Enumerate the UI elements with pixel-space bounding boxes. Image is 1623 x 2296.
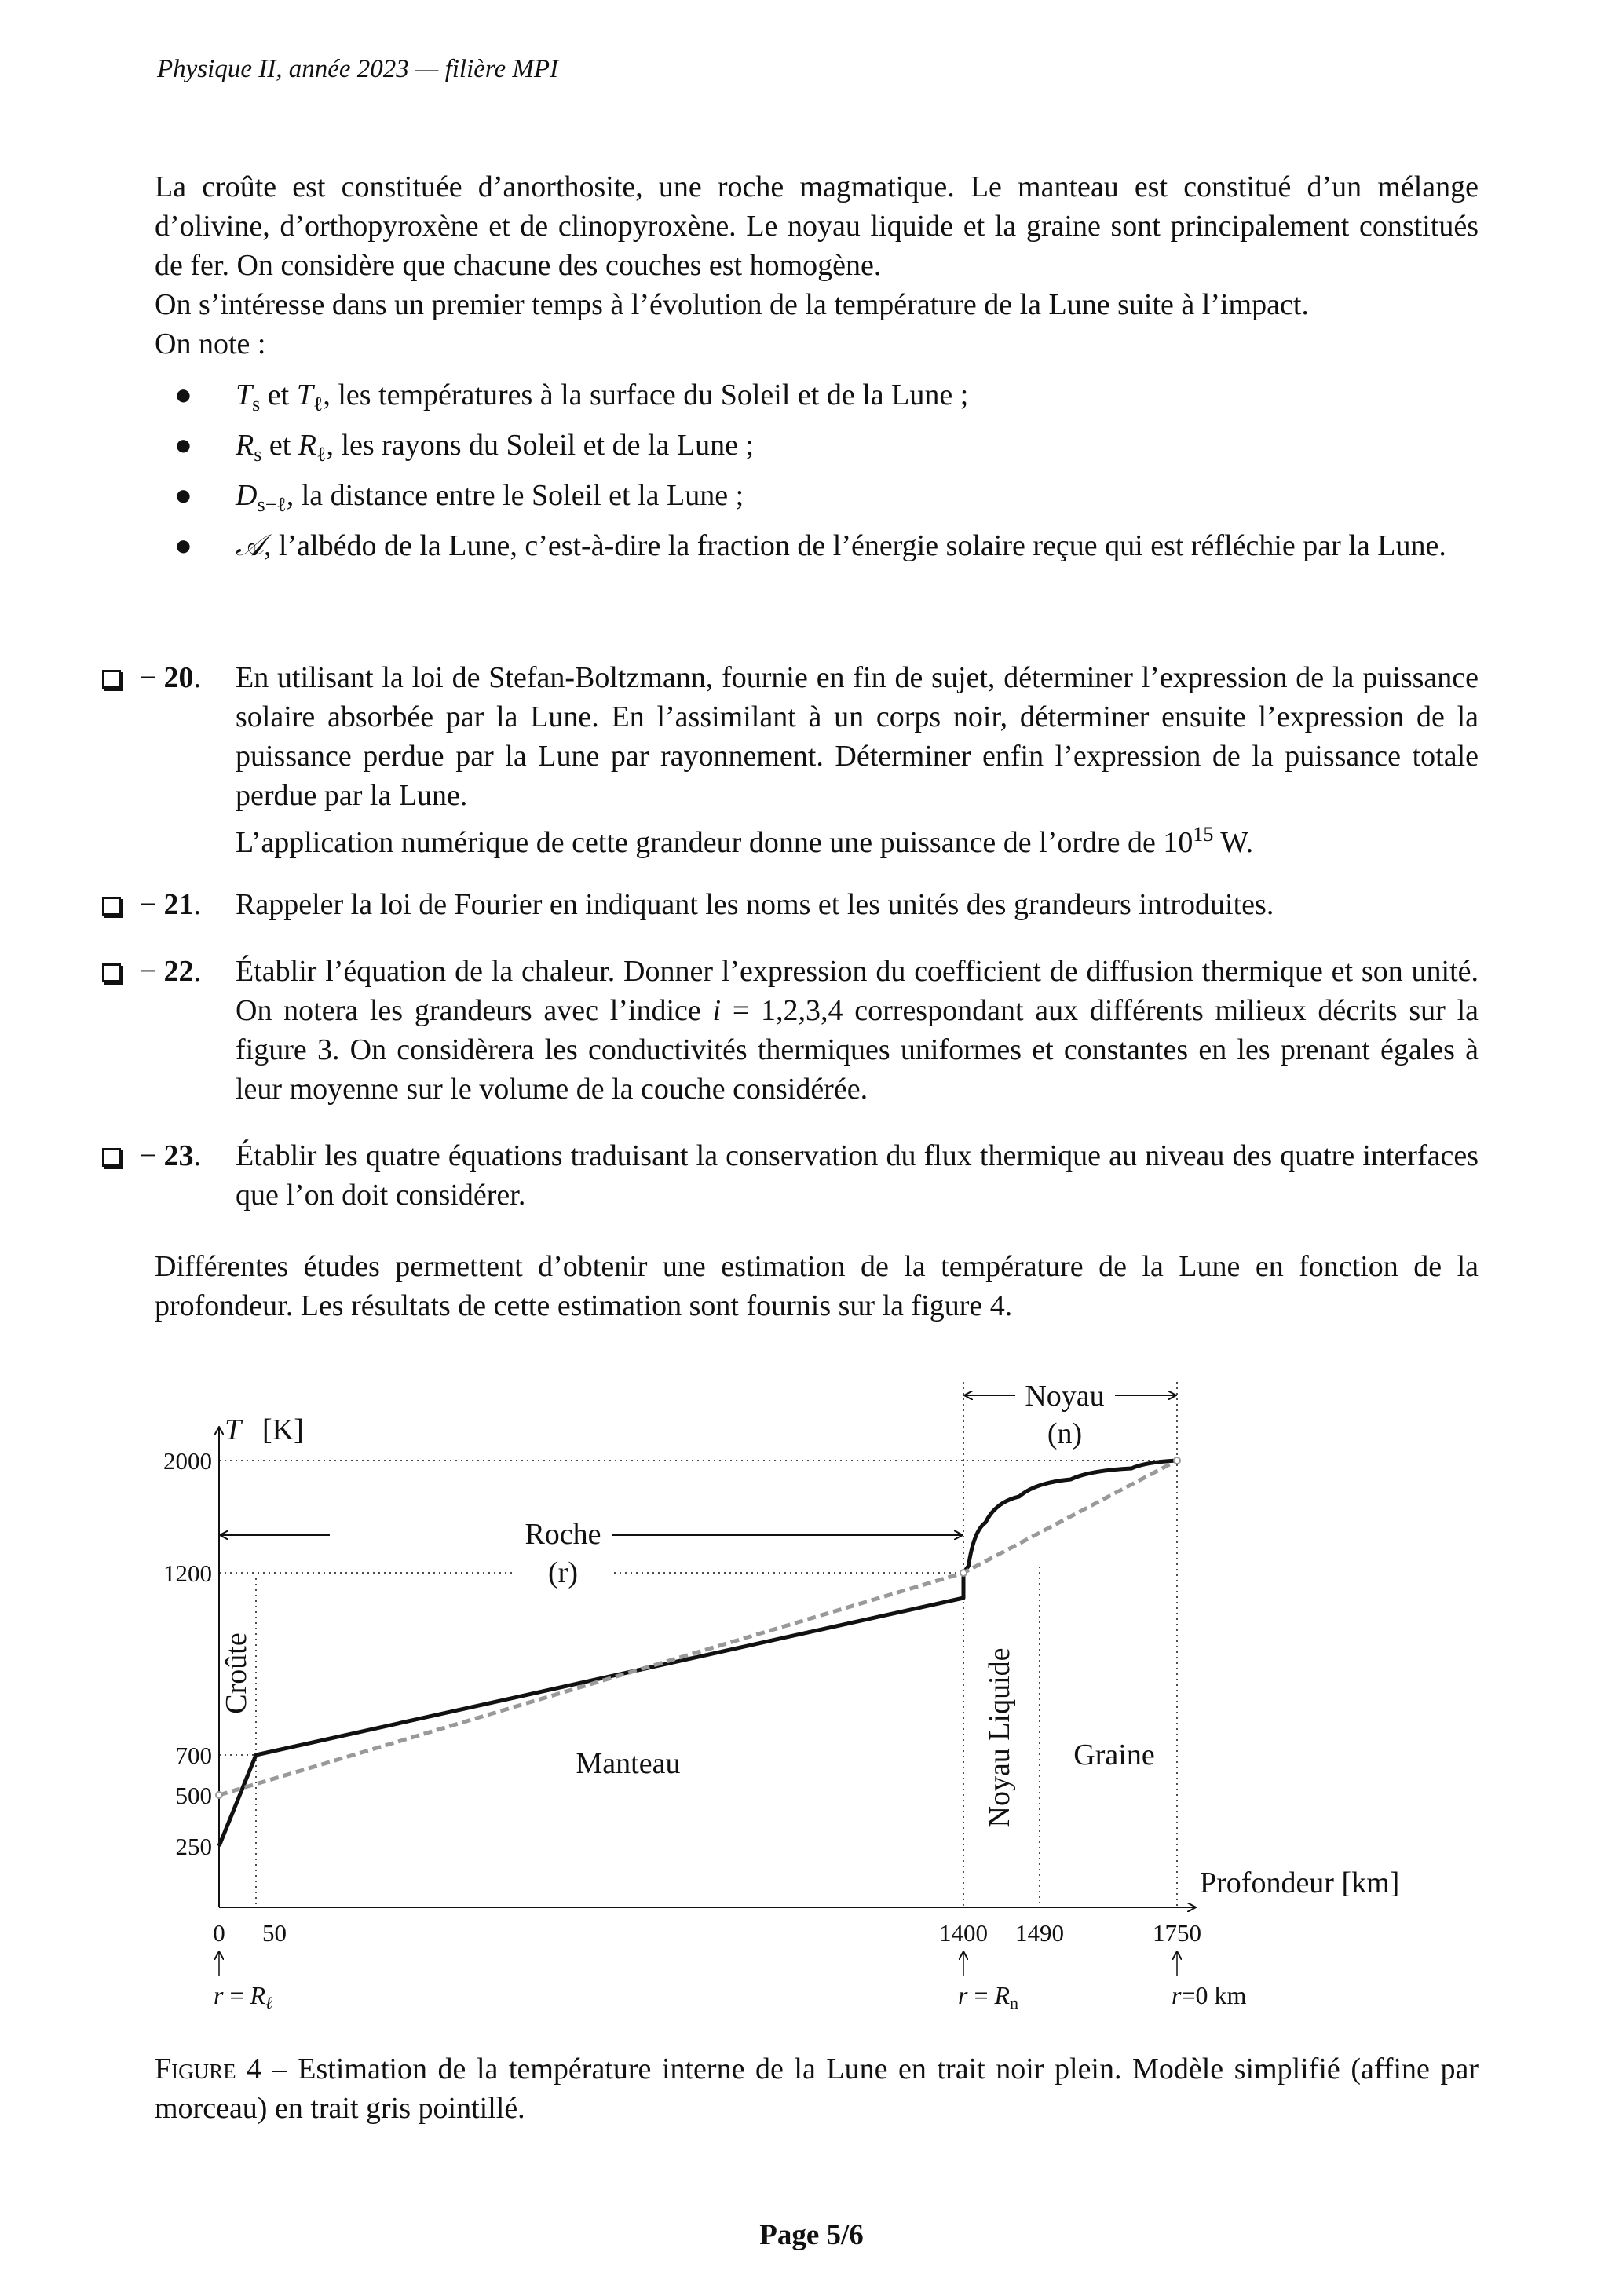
subscript: s−ℓ xyxy=(257,493,287,516)
paragraph-after: Différentes études permettent d’obtenir une estimation de la température de la Lune en fonction de la profondeur. Les résultats de cette estimation sont fournis sur la figure 4. xyxy=(155,1250,1479,1322)
model-point xyxy=(1174,1457,1180,1464)
text: = 1,2,3,4 correspondant aux différents milieux décrits sur la figure 3. On considèrera les conductivités thermiques uniformes et constantes en les prenant égales à leur moyenne sur le volume de la couche considérée. xyxy=(236,994,1479,1106)
text: et xyxy=(260,378,297,411)
dash: − xyxy=(132,955,164,988)
region-noyau-symbol: (n) xyxy=(1047,1417,1083,1450)
intro-paragraph-3: On note : xyxy=(155,327,266,360)
model-point xyxy=(960,1570,967,1576)
bullet-icon: ● xyxy=(174,529,192,562)
page-number: Page 5/6 xyxy=(759,2219,864,2251)
model-point xyxy=(216,1792,222,1798)
intro-paragraph-1: La croûte est constituée d’anorthosite, une roche magmatique. Le manteau est constitué d’un mélange d’olivine, d’orthopyroxène et de clinopyroxène. Le noyau liquide et la graine sont principalement constitués de fer. On considère que chacune des couches est homogène. xyxy=(155,170,1479,282)
text: W. xyxy=(1213,826,1254,859)
region-noyau-liquide: Noyau Liquide xyxy=(983,1647,1016,1828)
region-noyau: Noyau xyxy=(1025,1380,1105,1413)
subscript: s xyxy=(252,393,261,415)
figure-caption xyxy=(155,2049,1479,2128)
text: , la distance entre le Soleil et la Lune ; xyxy=(286,479,744,512)
y-tick-label: 2000 xyxy=(163,1447,212,1475)
bullet-icon: ● xyxy=(174,429,192,462)
text: Établir l’équation de la chaleur. Donner l’expression du coefficient de diffusion thermique et son unité. On notera les grandeurs avec l’indice xyxy=(236,955,1479,1027)
y-tick-label: 1200 xyxy=(163,1559,212,1587)
y-axis-label-unit: [K] xyxy=(262,1413,304,1446)
question-label: − 21. xyxy=(102,885,201,924)
dash: − xyxy=(132,661,164,694)
question-text: Établir les quatre équations traduisant la conservation du flux thermique au niveau des quatre interfaces que l’on doit considérer. xyxy=(236,1139,1479,1212)
question-label: − 20. xyxy=(102,658,201,697)
question-label: − 23. xyxy=(102,1136,201,1175)
svg-text:r = Rℓ: r = Rℓ xyxy=(214,1981,273,2013)
subscript: ℓ xyxy=(316,443,327,466)
x-tick-label: 1490 xyxy=(1015,1919,1064,1947)
question-text: En utilisant la loi de Stefan-Boltzmann, fournie en fin de sujet, déterminer l’expression de la puissance solaire absorbée par la Lune. En l’assimilant à un corps noir, déterminer ensuite l’expression de la puissance perdue par la Lune par rayonnement. Déterminer enfin l’expression de la puissance totale perdue par la Lune. xyxy=(236,661,1479,812)
text: L’application numérique de cette grandeur donne une puissance de l’ordre de 10 xyxy=(236,826,1193,859)
dash: − xyxy=(132,888,164,921)
symbol: T xyxy=(236,378,253,411)
text: , l’albédo de la Lune, c’est-à-dire la fraction de l’énergie solaire reçue qui est réfléchie par la Lune. xyxy=(263,529,1446,562)
symbol: R xyxy=(298,429,316,462)
question-number: 21 xyxy=(163,888,194,921)
y-axis-label-symbol: T xyxy=(225,1413,242,1446)
bullet-icon: ● xyxy=(174,378,192,411)
x-tick-label: 0 xyxy=(213,1919,225,1947)
svg-text:r = Rn: r = Rn xyxy=(958,1981,1019,2013)
symbol: T xyxy=(296,378,313,411)
y-tick-label: 500 xyxy=(175,1782,212,1809)
y-tick-label: 250 xyxy=(175,1833,212,1860)
region-roche-symbol: (r) xyxy=(548,1556,578,1589)
question-number: 20 xyxy=(163,661,194,694)
x-tick-label: 1750 xyxy=(1153,1919,1201,1947)
text: et xyxy=(261,429,298,462)
region-roche: Roche xyxy=(525,1518,601,1551)
text: , les rayons du Soleil et de la Lune ; xyxy=(326,429,755,462)
caption-label: Figure 4 xyxy=(155,2053,262,2086)
marker-noyau xyxy=(958,1952,1018,2013)
x-tick-label: 1400 xyxy=(939,1919,988,1947)
region-croute: Croûte xyxy=(220,1632,253,1714)
text: , les températures à la surface du Soleil et de la Lune ; xyxy=(323,378,969,411)
dash: − xyxy=(132,1139,164,1172)
y-tick-label: 700 xyxy=(175,1742,212,1769)
symbol: i xyxy=(712,994,722,1027)
symbol: R xyxy=(236,429,254,462)
intro-paragraph-2: On s’intéresse dans un premier temps à l’évolution de la température de la Lune suite à l’impact. xyxy=(155,288,1309,321)
caption-text: – Estimation de la température interne de la Lune en trait noir plein. Modèle simplifié (affine par morceau) en trait gris pointillé. xyxy=(155,2053,1479,2125)
exponent: 15 xyxy=(1193,823,1214,846)
region-manteau: Manteau xyxy=(576,1747,681,1780)
question-label: − 22. xyxy=(102,952,201,991)
subscript: s xyxy=(254,443,262,466)
region-graine: Graine xyxy=(1073,1738,1155,1771)
marker-centre xyxy=(1172,1952,1247,2009)
bullet-icon: ● xyxy=(174,479,192,512)
symbol: D xyxy=(236,479,258,512)
svg-text:r=0 km: r=0 km xyxy=(1172,1981,1247,2009)
series-model-line xyxy=(219,1461,1177,1795)
symbol: 𝒜 xyxy=(236,529,264,562)
x-axis-label: Profondeur [km] xyxy=(1200,1866,1400,1899)
marker-surface xyxy=(214,1952,273,2013)
subscript: ℓ xyxy=(313,393,324,415)
question-text: Rappeler la loi de Fourier en indiquant les noms et les unités des grandeurs introduites. xyxy=(236,888,1274,921)
page-header: Physique II, année 2023 — filière MPI xyxy=(157,55,559,83)
question-number: 22 xyxy=(163,955,194,988)
question-number: 23 xyxy=(163,1139,194,1172)
x-tick-label: 50 xyxy=(262,1919,287,1947)
guide-lines xyxy=(219,1382,1177,1907)
